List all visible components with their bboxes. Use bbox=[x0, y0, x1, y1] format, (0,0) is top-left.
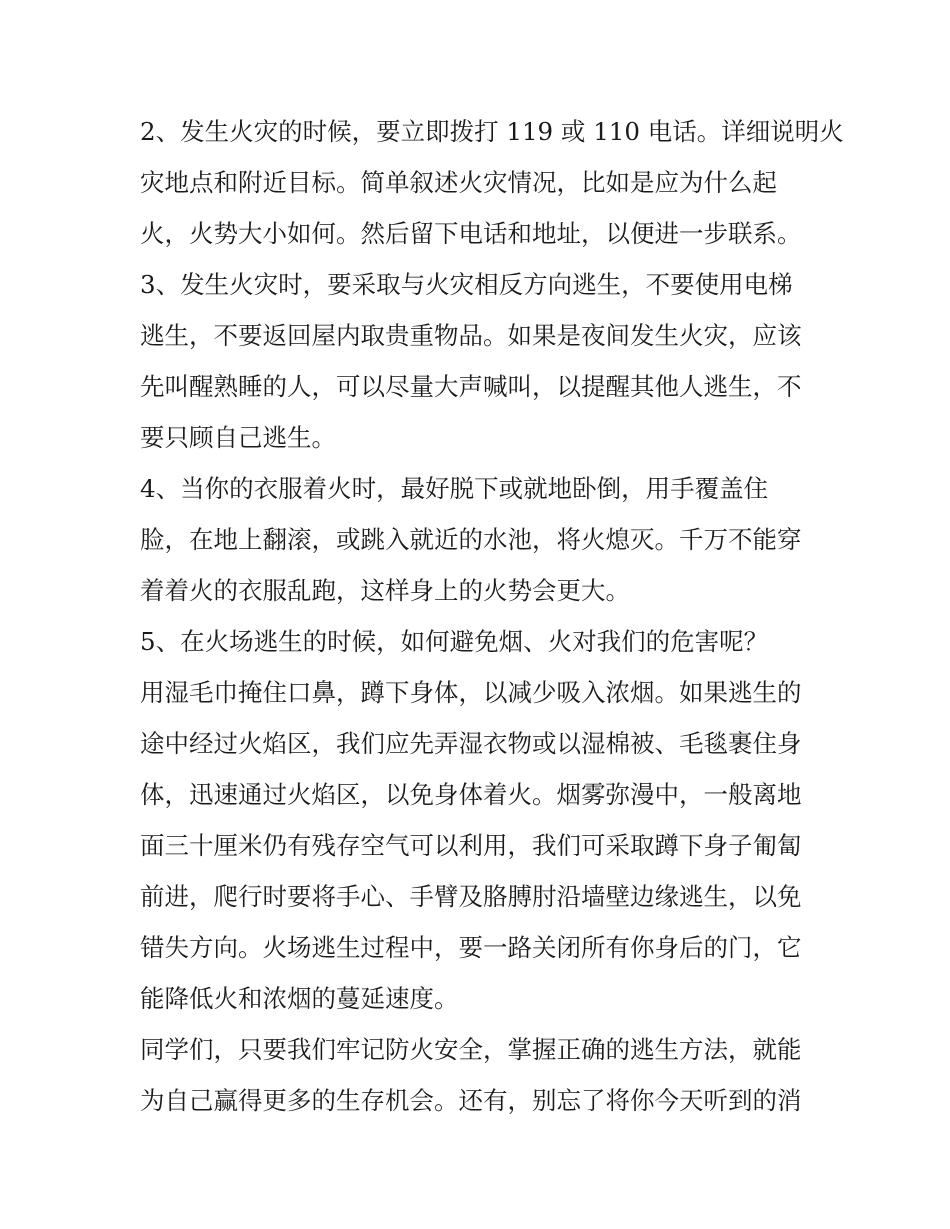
text-line: 脸，在地上翻滚，或跳入就近的水池，将火熄灭。千万不能穿 bbox=[140, 525, 802, 554]
text-line: 先叫醒熟睡的人，可以尽量大声喊叫，以提醒其他人逃生，不 bbox=[140, 372, 802, 401]
text-line: 同学们，只要我们牢记防火安全，掌握正确的逃生方法，就能 bbox=[140, 1035, 802, 1064]
text-line: 体，迅速通过火焰区，以免身体着火。烟雾弥漫中，一般离地 bbox=[140, 780, 802, 809]
text-line: 逃生，不要返回屋内取贵重物品。如果是夜间发生火灾，应该 bbox=[140, 321, 802, 350]
document-body bbox=[140, 106, 844, 1126]
text-line: 途中经过火焰区，我们应先弄湿衣物或以湿棉被、毛毯裹住身 bbox=[140, 729, 802, 758]
text-line: 错失方向。火场逃生过程中，要一路关闭所有你身后的门，它 bbox=[140, 933, 802, 962]
text-line: 面三十厘米仍有残存空气可以利用，我们可采取蹲下身子匍匐 bbox=[140, 831, 802, 860]
text-line: 要只顾自己逃生。 bbox=[140, 423, 336, 452]
text-line: 能降低火和浓烟的蔓延速度。 bbox=[140, 984, 459, 1013]
text-line: 用湿毛巾掩住口鼻，蹲下身体，以减少吸入浓烟。如果逃生的 bbox=[140, 678, 802, 707]
text-line: 前进，爬行时要将手心、手臂及胳膊肘沿墙壁边缘逃生，以免 bbox=[140, 882, 802, 911]
text-line: 4、当你的衣服着火时，最好脱下或就地卧倒，用手覆盖住 bbox=[140, 474, 769, 503]
text-line: 火，火势大小如何。然后留下电话和地址，以便进一步联系。 bbox=[140, 219, 802, 248]
text-line: 灾地点和附近目标。简单叙述火灾情况，比如是应为什么起 bbox=[140, 168, 777, 197]
text-line: 着着火的衣服乱跑，这样身上的火势会更大。 bbox=[140, 576, 630, 605]
text-line: 3、发生火灾时，要采取与火灾相反方向逃生，不要使用电梯 bbox=[140, 270, 793, 299]
text-line: 为自己赢得更多的生存机会。还有，别忘了将你今天听到的消 bbox=[140, 1086, 802, 1115]
text-line: 5、在火场逃生的时候，如何避免烟、火对我们的危害呢？ bbox=[140, 627, 769, 656]
text-line: 2、发生火灾的时候，要立即拨打 119 或 110 电话。详细说明火 bbox=[140, 117, 844, 146]
